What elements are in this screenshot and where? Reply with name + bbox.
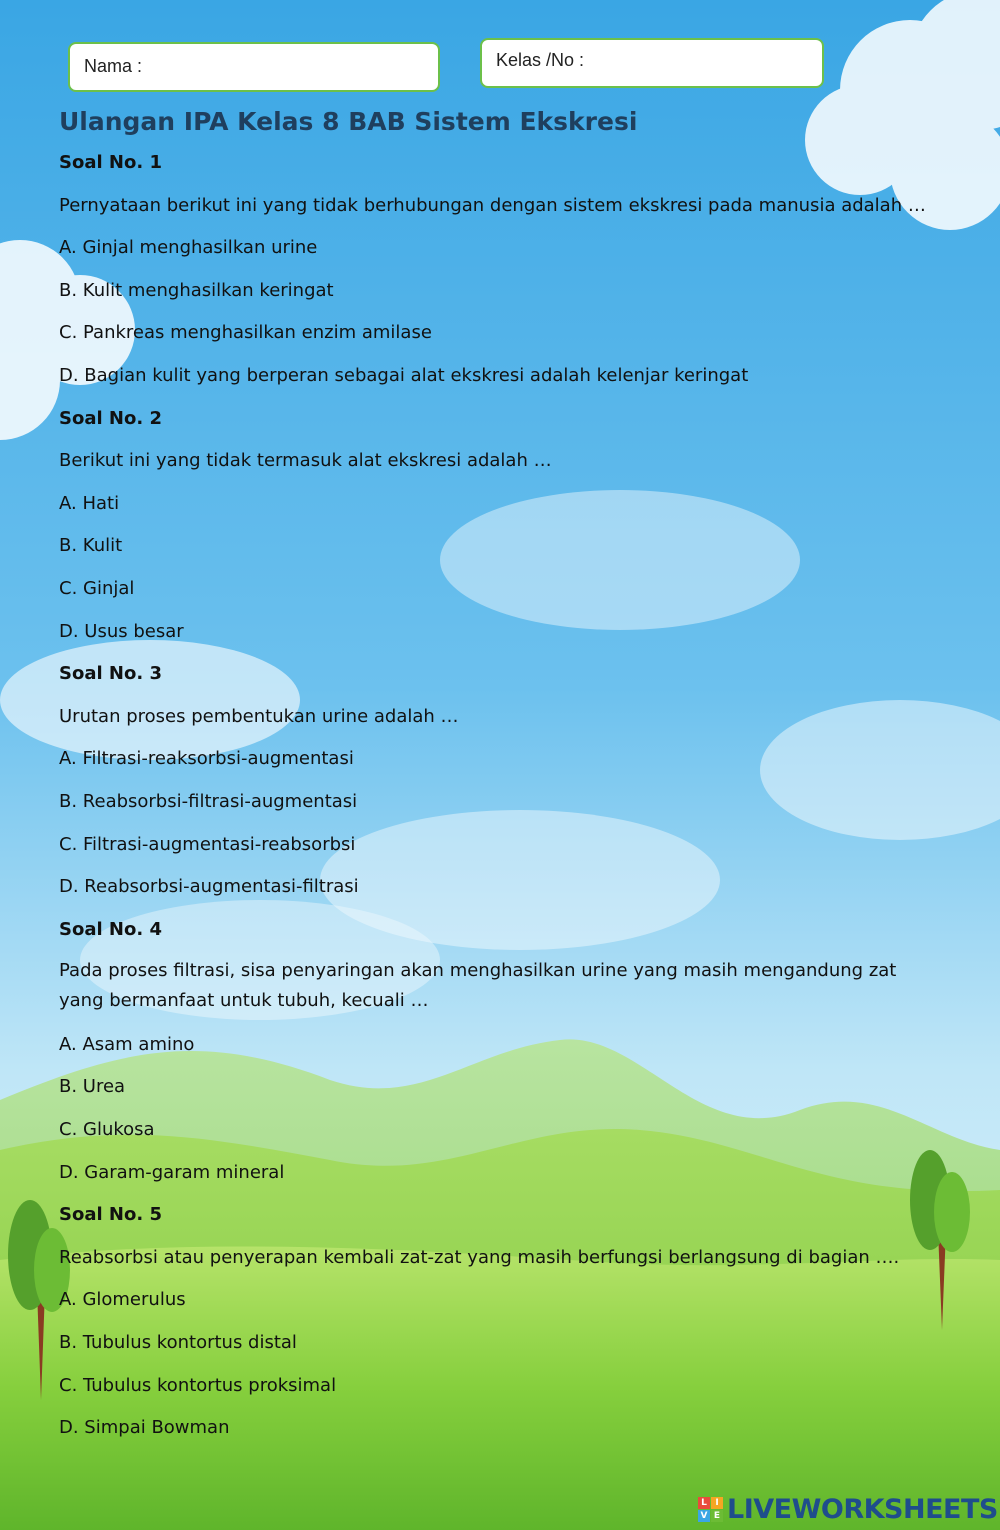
option-c[interactable]: C. Pankreas menghasilkan enzim amilase (59, 322, 432, 344)
option-a[interactable]: A. Asam amino (59, 1033, 195, 1055)
logo-letter: L (698, 1497, 710, 1509)
logo-letter: E (711, 1510, 723, 1522)
question-text: Pernyataan berikut ini yang tidak berhubungan dengan sistem ekskresi pada manusia adalah … (59, 194, 926, 216)
question-text: Berikut ini yang tidak termasuk alat ekskresi adalah … (59, 450, 552, 472)
option-b[interactable]: B. Tubulus kontortus distal (59, 1332, 297, 1354)
option-a[interactable]: A. Hati (59, 492, 120, 514)
logo-letter: V (698, 1510, 710, 1522)
page-title: Ulangan IPA Kelas 8 BAB Sistem Ekskresi (59, 107, 638, 136)
option-b[interactable]: B. Kulit (59, 535, 123, 557)
question-text: Urutan proses pembentukan urine adalah … (59, 705, 459, 727)
question-heading: Soal No. 4 (59, 918, 162, 940)
option-d[interactable]: D. Usus besar (59, 620, 184, 642)
option-a[interactable]: A. Glomerulus (59, 1289, 186, 1311)
option-d[interactable]: D. Garam-garam mineral (59, 1161, 285, 1183)
option-b[interactable]: B. Kulit menghasilkan keringat (59, 279, 334, 301)
question-heading: Soal No. 5 (59, 1204, 162, 1226)
option-c[interactable]: C. Ginjal (59, 577, 135, 599)
logo-letter: I (711, 1497, 723, 1509)
option-b[interactable]: B. Reabsorbsi-filtrasi-augmentasi (59, 790, 358, 812)
option-d[interactable]: D. Simpai Bowman (59, 1417, 230, 1439)
question-text: Pada proses filtrasi, sisa penyaringan akan menghasilkan urine yang masih mengandung zat yang bermanfaat untuk tubuh, kecuali … (59, 960, 897, 1012)
liveworksheets-logo-icon (698, 1497, 723, 1522)
option-d[interactable]: D. Bagian kulit yang berperan sebagai alat ekskresi adalah kelenjar keringat (59, 364, 749, 386)
question-text: Reabsorbsi atau penyerapan kembali zat-zat yang masih berfungsi berlangsung di bagian …. (59, 1246, 900, 1268)
liveworksheets-watermark (698, 1494, 998, 1525)
question-5 (59, 1194, 939, 1450)
question-1 (59, 142, 939, 398)
question-4 (59, 909, 939, 1195)
question-heading: Soal No. 2 (59, 407, 162, 429)
nama-field[interactable] (68, 42, 440, 92)
option-b[interactable]: B. Urea (59, 1076, 126, 1098)
option-a[interactable]: A. Filtrasi-reaksorbsi-augmentasi (59, 748, 354, 770)
worksheet-content (59, 102, 939, 1450)
question-3 (59, 653, 939, 909)
option-d[interactable]: D. Reabsorbsi-augmentasi-filtrasi (59, 876, 359, 898)
question-heading: Soal No. 1 (59, 152, 162, 173)
question-heading: Soal No. 3 (59, 663, 162, 685)
question-2 (59, 398, 939, 654)
watermark-text: LIVEWORKSHEETS (727, 1494, 998, 1525)
kelas-no-field[interactable] (480, 38, 824, 88)
option-c[interactable]: C. Filtrasi-augmentasi-reabsorbsi (59, 833, 356, 855)
option-c[interactable]: C. Tubulus kontortus proksimal (59, 1374, 337, 1396)
nama-label: Nama : (84, 56, 143, 76)
question-list (59, 142, 939, 1450)
option-a[interactable]: A. Ginjal menghasilkan urine (59, 237, 318, 259)
option-c[interactable]: C. Glukosa (59, 1119, 155, 1141)
kelas-label: Kelas /No : (496, 50, 585, 70)
